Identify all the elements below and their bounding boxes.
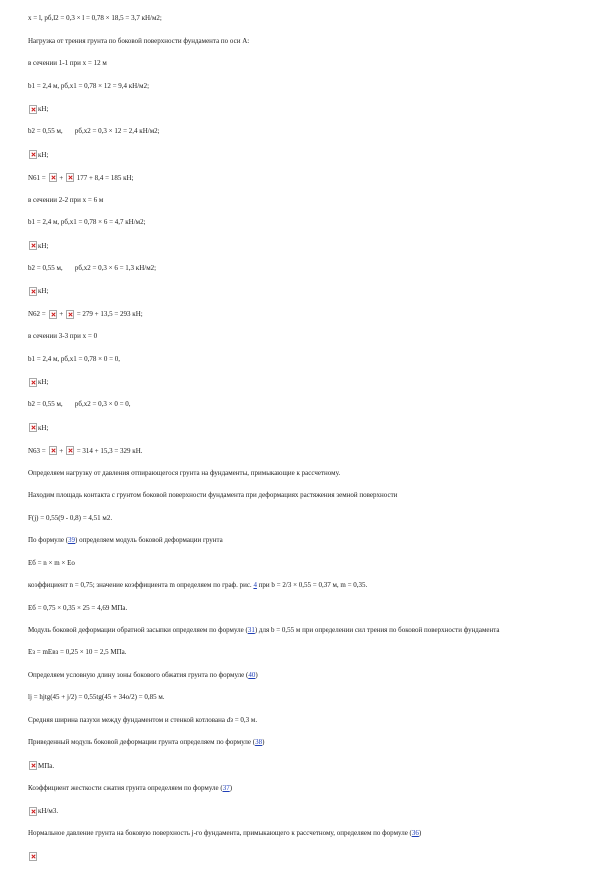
section-label-text: в сечении 1-1 при x = 12 м <box>28 59 107 67</box>
unit-text: кН; <box>38 378 49 386</box>
formula-39-link[interactable]: 39 <box>68 536 76 544</box>
formula-text: b1 = 2,4 м, pб,x1 = 0,78 × 0 = 0, <box>28 354 121 363</box>
formula-text: Eб = n × m × Eo <box>28 558 75 567</box>
section-label-text: в сечении 3-3 при x = 0 <box>28 332 98 340</box>
formula-text: = 314 + 15,3 = 329 кН. <box>76 446 143 455</box>
formula-38-link[interactable]: 38 <box>255 738 263 746</box>
formula-40-link[interactable]: 40 <box>248 670 256 679</box>
figure-4-link[interactable]: 4 <box>253 581 257 589</box>
formula-text: x = l, pб,l2 = 0,3 × l = 0,78 × 18,5 = 3,7 кН/м2; <box>28 14 162 22</box>
formula-image-line <box>28 423 568 434</box>
unit-text: МПа. <box>38 761 55 770</box>
formula-31-link[interactable]: 31 <box>247 626 255 634</box>
formula-text: Eз = mEвз = 0,25 × 10 = 2,5 МПа. <box>28 648 127 656</box>
paragraph-text: ) <box>255 670 258 679</box>
formula-36-link[interactable]: 36 <box>411 829 419 837</box>
formula-image-line <box>28 446 568 457</box>
paragraph-text: ) <box>229 783 233 792</box>
formula-line <box>28 693 568 702</box>
paragraph-text: = 0,3 м. <box>234 715 258 724</box>
formula-text: b1 = 2,4 м, pб,x1 = 0,78 × 12 = 9,4 кН/м2; <box>28 81 150 90</box>
formula-text: N62 = <box>28 310 46 318</box>
unit-text: кН; <box>38 105 49 113</box>
formula-line <box>28 514 568 523</box>
paragraph <box>28 491 568 500</box>
paragraph-text: при b = 2/3 × 0,55 = 0,37 м, m = 0,35. <box>258 581 368 589</box>
paragraph-text: Нормальное давление грунта на боковую поверхность j-го фундамента, примыкающего к рассчетному, определяем по формуле ( <box>28 829 412 837</box>
paragraph <box>28 738 568 747</box>
paragraph-text: Коэффициент жесткости сжатия грунта определяем по формуле ( <box>28 783 223 792</box>
formula-text: pб,x2 = 0,3 × 12 = 2,4 кН/м2; <box>74 127 160 135</box>
section-label-text: в сечении 2-2 при x = 6 м <box>28 195 104 204</box>
formula-image-line <box>28 761 568 772</box>
paragraph-text: Приведенный модуль боковой деформации грунта определяем по формуле ( <box>28 738 256 746</box>
formula-line <box>28 82 568 91</box>
paragraph-text: Модуль боковой деформации обратной засыпки определяем по формуле ( <box>28 626 248 634</box>
unit-text: кН; <box>38 287 49 295</box>
formula-line <box>28 559 568 568</box>
broken-image-icon <box>29 378 37 387</box>
section-label <box>28 59 568 68</box>
paragraph-text: Находим площадь контакта с грунтом боковой поверхности фундамента при деформациях растяжения земной поверхности <box>28 491 398 499</box>
formula-image-line <box>28 173 568 184</box>
unit-text: кН; <box>38 423 49 432</box>
broken-image-icon <box>49 446 57 455</box>
paragraph-text: По формуле ( <box>28 536 69 544</box>
plus-sign: + <box>59 446 64 455</box>
section-label <box>28 332 568 341</box>
broken-image-icon <box>66 310 74 319</box>
document-page <box>28 14 568 875</box>
formula-text: Eб = 0,75 × 0,35 × 25 = 4,69 МПа. <box>28 603 128 612</box>
formula-image-line <box>28 241 568 252</box>
formula-text: b2 = 0,55 м, <box>28 263 63 272</box>
paragraph <box>28 716 568 725</box>
paragraph <box>28 581 568 590</box>
formula-text: pб,x2 = 0,3 × 6 = 1,3 кН/м2; <box>74 263 157 272</box>
formula-line <box>28 14 568 23</box>
formula-line <box>28 218 568 227</box>
formula-image-line <box>28 286 568 297</box>
formula-text: pб,x2 = 0,3 × 0 = 0, <box>74 400 131 408</box>
paragraph-text: ) <box>418 829 422 837</box>
formula-text: N63 = <box>28 446 46 455</box>
plus-sign: + <box>59 310 64 318</box>
formula-text: N61 = <box>28 173 46 182</box>
formula-image-line <box>28 150 568 161</box>
formula-line <box>28 648 568 657</box>
broken-image-icon <box>66 173 74 182</box>
broken-image-icon <box>29 761 37 770</box>
formula-image-line <box>28 852 568 863</box>
formula-line <box>28 264 568 273</box>
paragraph-text: Средняя ширина пазухи между фундаментом и стенкой котлована <box>28 715 225 724</box>
unit-text: кН/м3. <box>38 807 59 815</box>
symbol-text: dз <box>226 715 233 724</box>
formula-line <box>28 400 568 409</box>
formula-image-line <box>28 377 568 388</box>
formula-text: b1 = 2,4 м, pб,x1 = 0,78 × 6 = 4,7 кН/м2; <box>28 218 146 226</box>
broken-image-icon <box>29 150 37 159</box>
paragraph-text: ) <box>262 738 265 746</box>
paragraph <box>28 626 538 635</box>
paragraph-text: коэффициент n = 0,75; значение коэффициента m определяем по граф. рис. <box>28 581 252 589</box>
broken-image-icon <box>29 852 37 861</box>
formula-image-line <box>28 104 568 115</box>
broken-image-icon <box>29 423 37 432</box>
formula-text: b2 = 0,55 м, <box>28 400 63 408</box>
unit-text: кН; <box>38 150 49 159</box>
paragraph <box>28 671 568 680</box>
paragraph <box>28 829 568 838</box>
broken-image-icon <box>66 446 74 455</box>
paragraph-text: Определяем условную длину зоны бокового обжатия грунта по формуле ( <box>28 670 249 679</box>
plus-sign: + <box>59 173 64 182</box>
broken-image-icon <box>49 310 57 319</box>
formula-text: = 279 + 13,5 = 293 кН; <box>76 310 143 318</box>
paragraph-text: Определяем нагрузку от давления отпирающегося грунта на фундаменты, примыкающие к рассчетному. <box>28 468 341 477</box>
paragraph <box>28 469 568 478</box>
formula-text: lj = hjtg(45 + j/2) = 0,55tg(45 + 34o/2) = 0,85 м. <box>28 693 165 701</box>
broken-image-icon <box>29 241 37 250</box>
formula-image-line <box>28 806 568 817</box>
formula-image-line <box>28 309 568 320</box>
unit-text: кН; <box>38 241 49 250</box>
formula-37-link[interactable]: 37 <box>222 783 230 792</box>
formula-line <box>28 604 568 613</box>
paragraph <box>28 784 568 793</box>
paragraph-text: ) определяем модуль боковой деформации грунта <box>75 536 223 544</box>
formula-line <box>28 355 568 364</box>
paragraph <box>28 37 568 46</box>
formula-line <box>28 127 568 136</box>
broken-image-icon <box>49 173 57 182</box>
paragraph-text: Нагрузка от трения грунта по боковой поверхности фундамента по оси А: <box>28 36 250 45</box>
formula-text: F(j) = 0,55(9 - 0,8) = 4,51 м2. <box>28 513 113 522</box>
broken-image-icon <box>29 105 37 114</box>
formula-text: b2 = 0,55 м, <box>28 127 63 135</box>
broken-image-icon <box>29 287 37 296</box>
section-label <box>28 196 568 205</box>
broken-image-icon <box>29 807 37 816</box>
paragraph-text: ) для b = 0,55 м при определении сил трения по боковой поверхности фундамента <box>254 626 500 634</box>
paragraph <box>28 536 568 545</box>
formula-text: 177 + 8,4 = 185 кН; <box>76 173 134 182</box>
